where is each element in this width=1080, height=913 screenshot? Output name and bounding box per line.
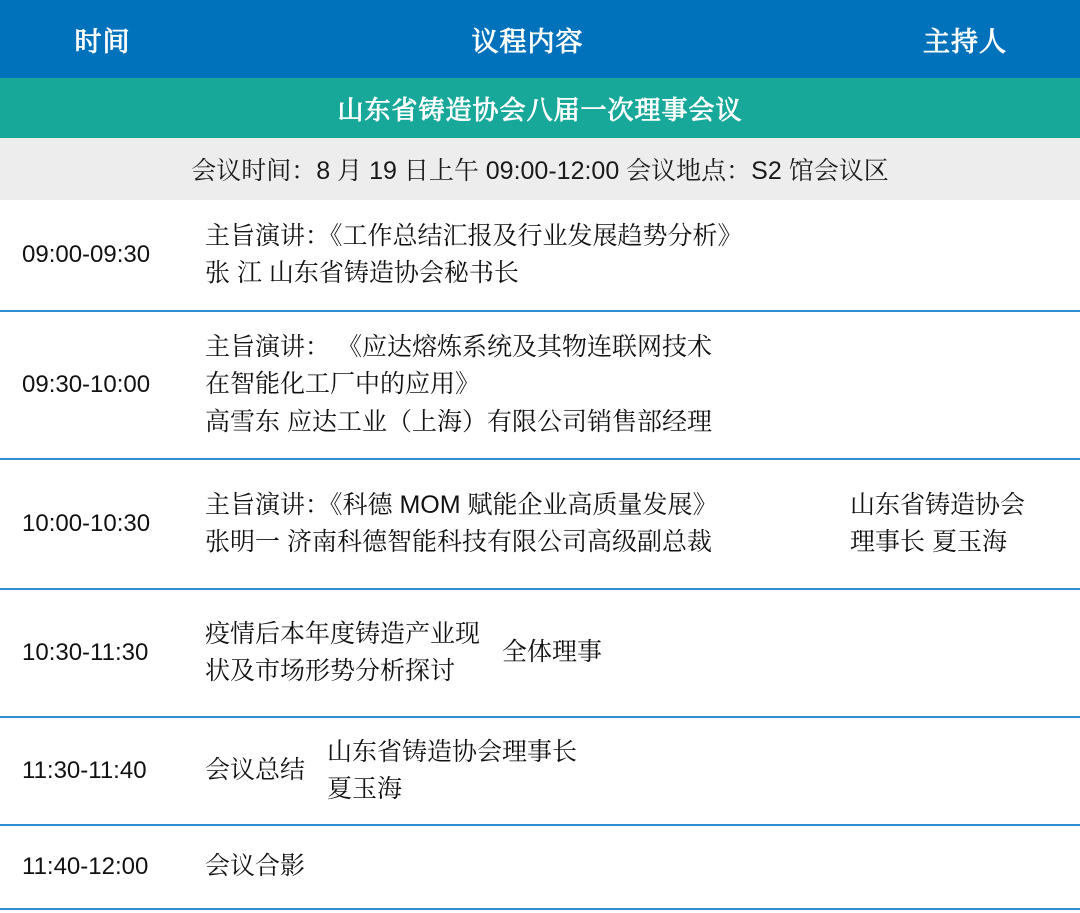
row-host-line: 山东省铸造协会 xyxy=(850,490,1026,519)
row-host-line: 理事长 夏玉海 xyxy=(850,528,1007,556)
table-row xyxy=(0,312,1080,460)
row-content xyxy=(205,848,850,886)
table-row xyxy=(0,200,1080,312)
row-content-line: 状及市场形势分析探讨 xyxy=(205,657,456,685)
row-content xyxy=(205,487,850,562)
row-content xyxy=(205,218,850,293)
row-content xyxy=(205,734,850,809)
row-content-line: 疫情后本年度铸造产业现 xyxy=(205,619,481,648)
row-inline-host: 全体理事 xyxy=(502,638,603,667)
row-time: 11:40-12:00 xyxy=(22,853,149,880)
column-header-time: 时间 xyxy=(74,26,131,57)
table-row xyxy=(0,590,1080,718)
row-content-line: 张 江 山东省铸造协会秘书长 xyxy=(205,259,519,287)
row-time: 10:00-10:30 xyxy=(22,510,151,537)
table-row xyxy=(0,460,1080,590)
table-row xyxy=(0,826,1080,910)
row-content-line: 会议总结 xyxy=(205,756,306,785)
row-inline-host-line: 山东省铸造协会理事长 xyxy=(327,737,578,766)
row-time: 10:30-11:30 xyxy=(22,639,149,666)
row-content-line: 会议合影 xyxy=(205,852,306,881)
agenda-rows xyxy=(0,200,1080,910)
row-inline-host xyxy=(305,734,577,809)
row-content-line: 在智能化工厂中的应用》 xyxy=(205,370,481,399)
row-time: 11:30-11:40 xyxy=(22,757,147,784)
row-content-line: 张明一 济南科德智能科技有限公司高级副总裁 xyxy=(205,528,712,556)
meeting-title-band: 山东省铸造协会八届一次理事会议 xyxy=(0,78,1080,138)
row-time: 09:00-09:30 xyxy=(22,241,151,268)
row-content-line: 高雪东 应达工业（上海）有限公司销售部经理 xyxy=(205,407,712,436)
row-content-line: 主旨演讲：《科德 MOM 赋能企业高质量发展》 xyxy=(205,490,718,519)
column-header-host: 主持人 xyxy=(923,26,1007,57)
row-content-line: 主旨演讲： 《应达熔炼系统及其物连联网技术 xyxy=(205,332,712,361)
meeting-info-band: 会议时间：8 月 19 日上午 09:00-12:00 会议地点：S2 馆会议区 xyxy=(0,138,1080,200)
table-row xyxy=(0,718,1080,826)
row-time: 09:30-10:00 xyxy=(22,371,151,398)
row-host xyxy=(850,487,1080,562)
row-content xyxy=(205,329,850,442)
row-content xyxy=(205,616,850,691)
row-inline-host-line: 夏玉海 xyxy=(327,775,403,803)
row-content-line: 主旨演讲：《工作总结汇报及行业发展趋势分析》 xyxy=(205,221,743,250)
table-header-row xyxy=(0,0,1080,78)
column-header-content: 议程内容 xyxy=(471,26,584,57)
